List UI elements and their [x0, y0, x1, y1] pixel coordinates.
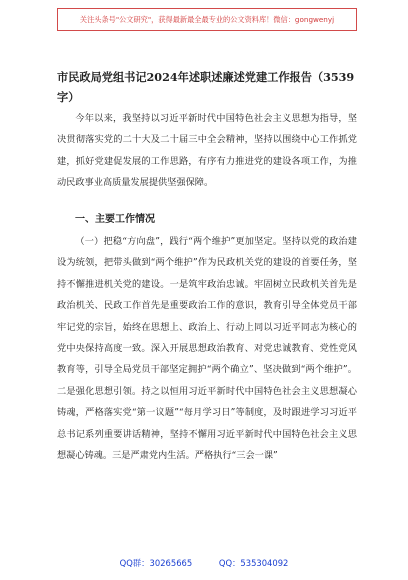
footer-contact [0, 557, 408, 569]
footer-qq-group: QQ群：30265665 [119, 558, 193, 568]
section-paragraph: （一）把稳“方向盘”，践行“两个维护”更加坚定。坚持以党的政治建设为统领，把带头做到“两个维护”作为民政机关党的建设的首要任务，坚持不懈推进机关党的建设。一是筑牢政治忠诚。牢固树立民政机关首先是政治机关、民政工作首先是重要政治工作的意识，教育引导全体党员干部牢记党的宗旨，始终在思想上、政治上、行动上同以习近平同志为核心的党中央保持高度一致。深入开展思想政治教育、对党忠诚教育、党性党风教育等，引导全局党员干部坚定拥护“两个确立”、坚决做到“两个维护”。二是强化思想引领。持之以恒用习近平新时代中国特色社会主义思想凝心铸魂，严格落实党“第一议题”“每月学习日”等制度，及时跟进学习习近平总书记系列重要讲话精神，坚持不懈用习近平新时代中国特色社会主义思想凝心铸魂。三是严肃党内生活。严格执行“三会一课” [57, 236, 357, 462]
document-title: 市民政局党组书记2024年述职述廉述党建工作报告（3539字） [57, 70, 355, 104]
section-heading: 一、主要工作情况 [75, 214, 155, 225]
promo-banner: 关注头条号"公文研究"，获得最新最全最专业的公文资料库！微信：gongwenyj [57, 8, 357, 31]
footer-qq: QQ：535304092 [218, 558, 289, 568]
intro-paragraph: 今年以来，我坚持以习近平新时代中国特色社会主义思想为指导，坚决贯彻落实党的二十大及二十届三中全会精神，坚持以围绕中心工作抓党建，抓好党建促发展的工作思路，有序有力推进党的建设各项工作，为推动民政事业高质量发展提供坚强保障。 [57, 113, 357, 189]
